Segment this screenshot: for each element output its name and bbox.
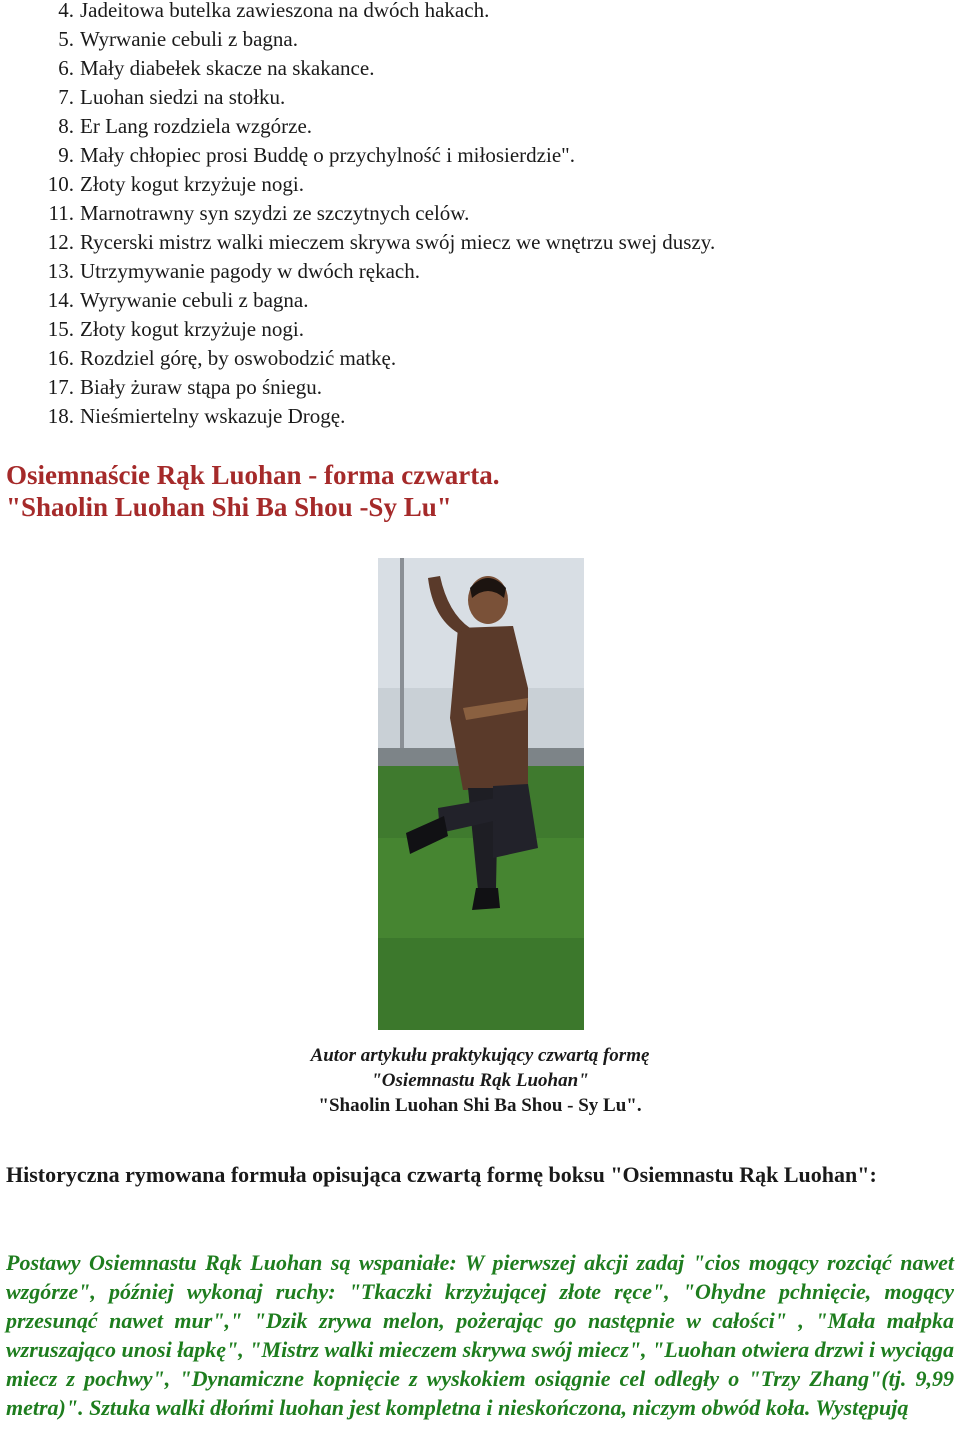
- martial-artist-photo: [378, 558, 584, 1030]
- list-item: [0, 83, 960, 112]
- list-text: Mały chłopiec prosi Buddę o przychylność i miłosierdzie".: [80, 143, 575, 167]
- list-number: 8.: [58, 114, 74, 138]
- list-item: [0, 315, 960, 344]
- list-number: 9.: [58, 143, 74, 167]
- list-text: Utrzymywanie pagody w dwóch rękach.: [80, 259, 420, 283]
- list-item: [0, 402, 960, 431]
- list-item: [0, 0, 960, 25]
- list-item: [0, 54, 960, 83]
- list-text: Mały diabełek skacze na skakance.: [80, 56, 375, 80]
- list-item: [0, 257, 960, 286]
- list-number: 17.: [47, 375, 74, 399]
- intro-paragraph: Historyczna rymowana formuła opisująca czwartą formę boksu "Osiemnastu Rąk Luohan":: [6, 1162, 877, 1187]
- list-item: [0, 199, 960, 228]
- list-text: Rozdziel górę, by oswobodzić matkę.: [80, 346, 397, 370]
- list-number: 6.: [58, 56, 74, 80]
- list-number: 14.: [47, 288, 74, 312]
- list-item: [0, 25, 960, 54]
- list-text: Wyrwanie cebuli z bagna.: [80, 27, 298, 51]
- photo-caption-line3: "Shaolin Luohan Shi Ba Shou - Sy Lu".: [318, 1095, 642, 1116]
- list-number: 4.: [58, 0, 74, 22]
- list-number: 10.: [47, 172, 74, 196]
- list-number: 5.: [58, 27, 74, 51]
- list-text: Złoty kogut krzyżuje nogi.: [80, 172, 304, 196]
- list-text: Rycerski mistrz walki mieczem skrywa swój miecz we wnętrzu swej duszy.: [80, 230, 716, 254]
- list-text: Biały żuraw stąpa po śniegu.: [80, 375, 323, 399]
- list-text: Wyrywanie cebuli z bagna.: [80, 288, 309, 312]
- section-heading: Osiemnaście Rąk Luohan - forma czwarta.: [6, 460, 500, 490]
- list-item: [0, 112, 960, 141]
- list-item: [0, 344, 960, 373]
- list-number: 11.: [48, 201, 74, 225]
- list-text: Er Lang rozdziela wzgórze.: [80, 114, 313, 138]
- list-item: [0, 141, 960, 170]
- list-number: 7.: [58, 85, 74, 109]
- list-item: [0, 373, 960, 402]
- list-text: Złoty kogut krzyżuje nogi.: [80, 317, 304, 341]
- list-text: Nieśmiertelny wskazuje Drogę.: [80, 404, 346, 428]
- photo-caption-line1: Autor artykułu praktykujący czwartą formę: [310, 1045, 650, 1066]
- section-subheading: "Shaolin Luohan Shi Ba Shou -Sy Lu": [6, 492, 452, 522]
- list-number: 13.: [47, 259, 74, 283]
- list-item: [0, 286, 960, 315]
- poem-paragraph: Postawy Osiemnastu Rąk Luohan są wspaniałe: W pierwszej akcji zadaj "cios mogący rozciąć nawet wzgórze", później wykonaj ruchy: "Tkaczki krzyżującej złote ręce", "Ohydne pchnięcie, mogący przesunąć nawet mur"," "Dzik zrywa melon, pożerając go następnie w całości" , "Mała małpka wzruszająco unosi łapkę", "Mistrz walki mieczem skrywa swój miecz", "Luohan otwiera drzwi i wyciąga miecz z pochwy", "Dynamiczne kopnięcie z wyskokiem osiągnie cel odległy o "Trzy Zhang"(tj. 9,99 metra)". Sztuka walki dłońmi luohan jest kompletna i nieskończona, niczym obwód koła. Występują: [6, 1250, 954, 1420]
- list-text: Marnotrawny syn szydzi ze szczytnych celów.: [80, 201, 470, 225]
- list-number: 18.: [47, 404, 74, 428]
- list-item: [0, 170, 960, 199]
- list-item: [0, 228, 960, 257]
- list-number: 15.: [47, 317, 74, 341]
- technique-list: [0, 0, 960, 431]
- list-number: 16.: [47, 346, 74, 370]
- list-text: Jadeitowa butelka zawieszona na dwóch hakach.: [80, 0, 490, 22]
- photo-caption-line2: "Osiemnastu Rąk Luohan": [371, 1070, 589, 1091]
- list-text: Luohan siedzi na stołku.: [80, 85, 286, 109]
- list-number: 12.: [47, 230, 74, 254]
